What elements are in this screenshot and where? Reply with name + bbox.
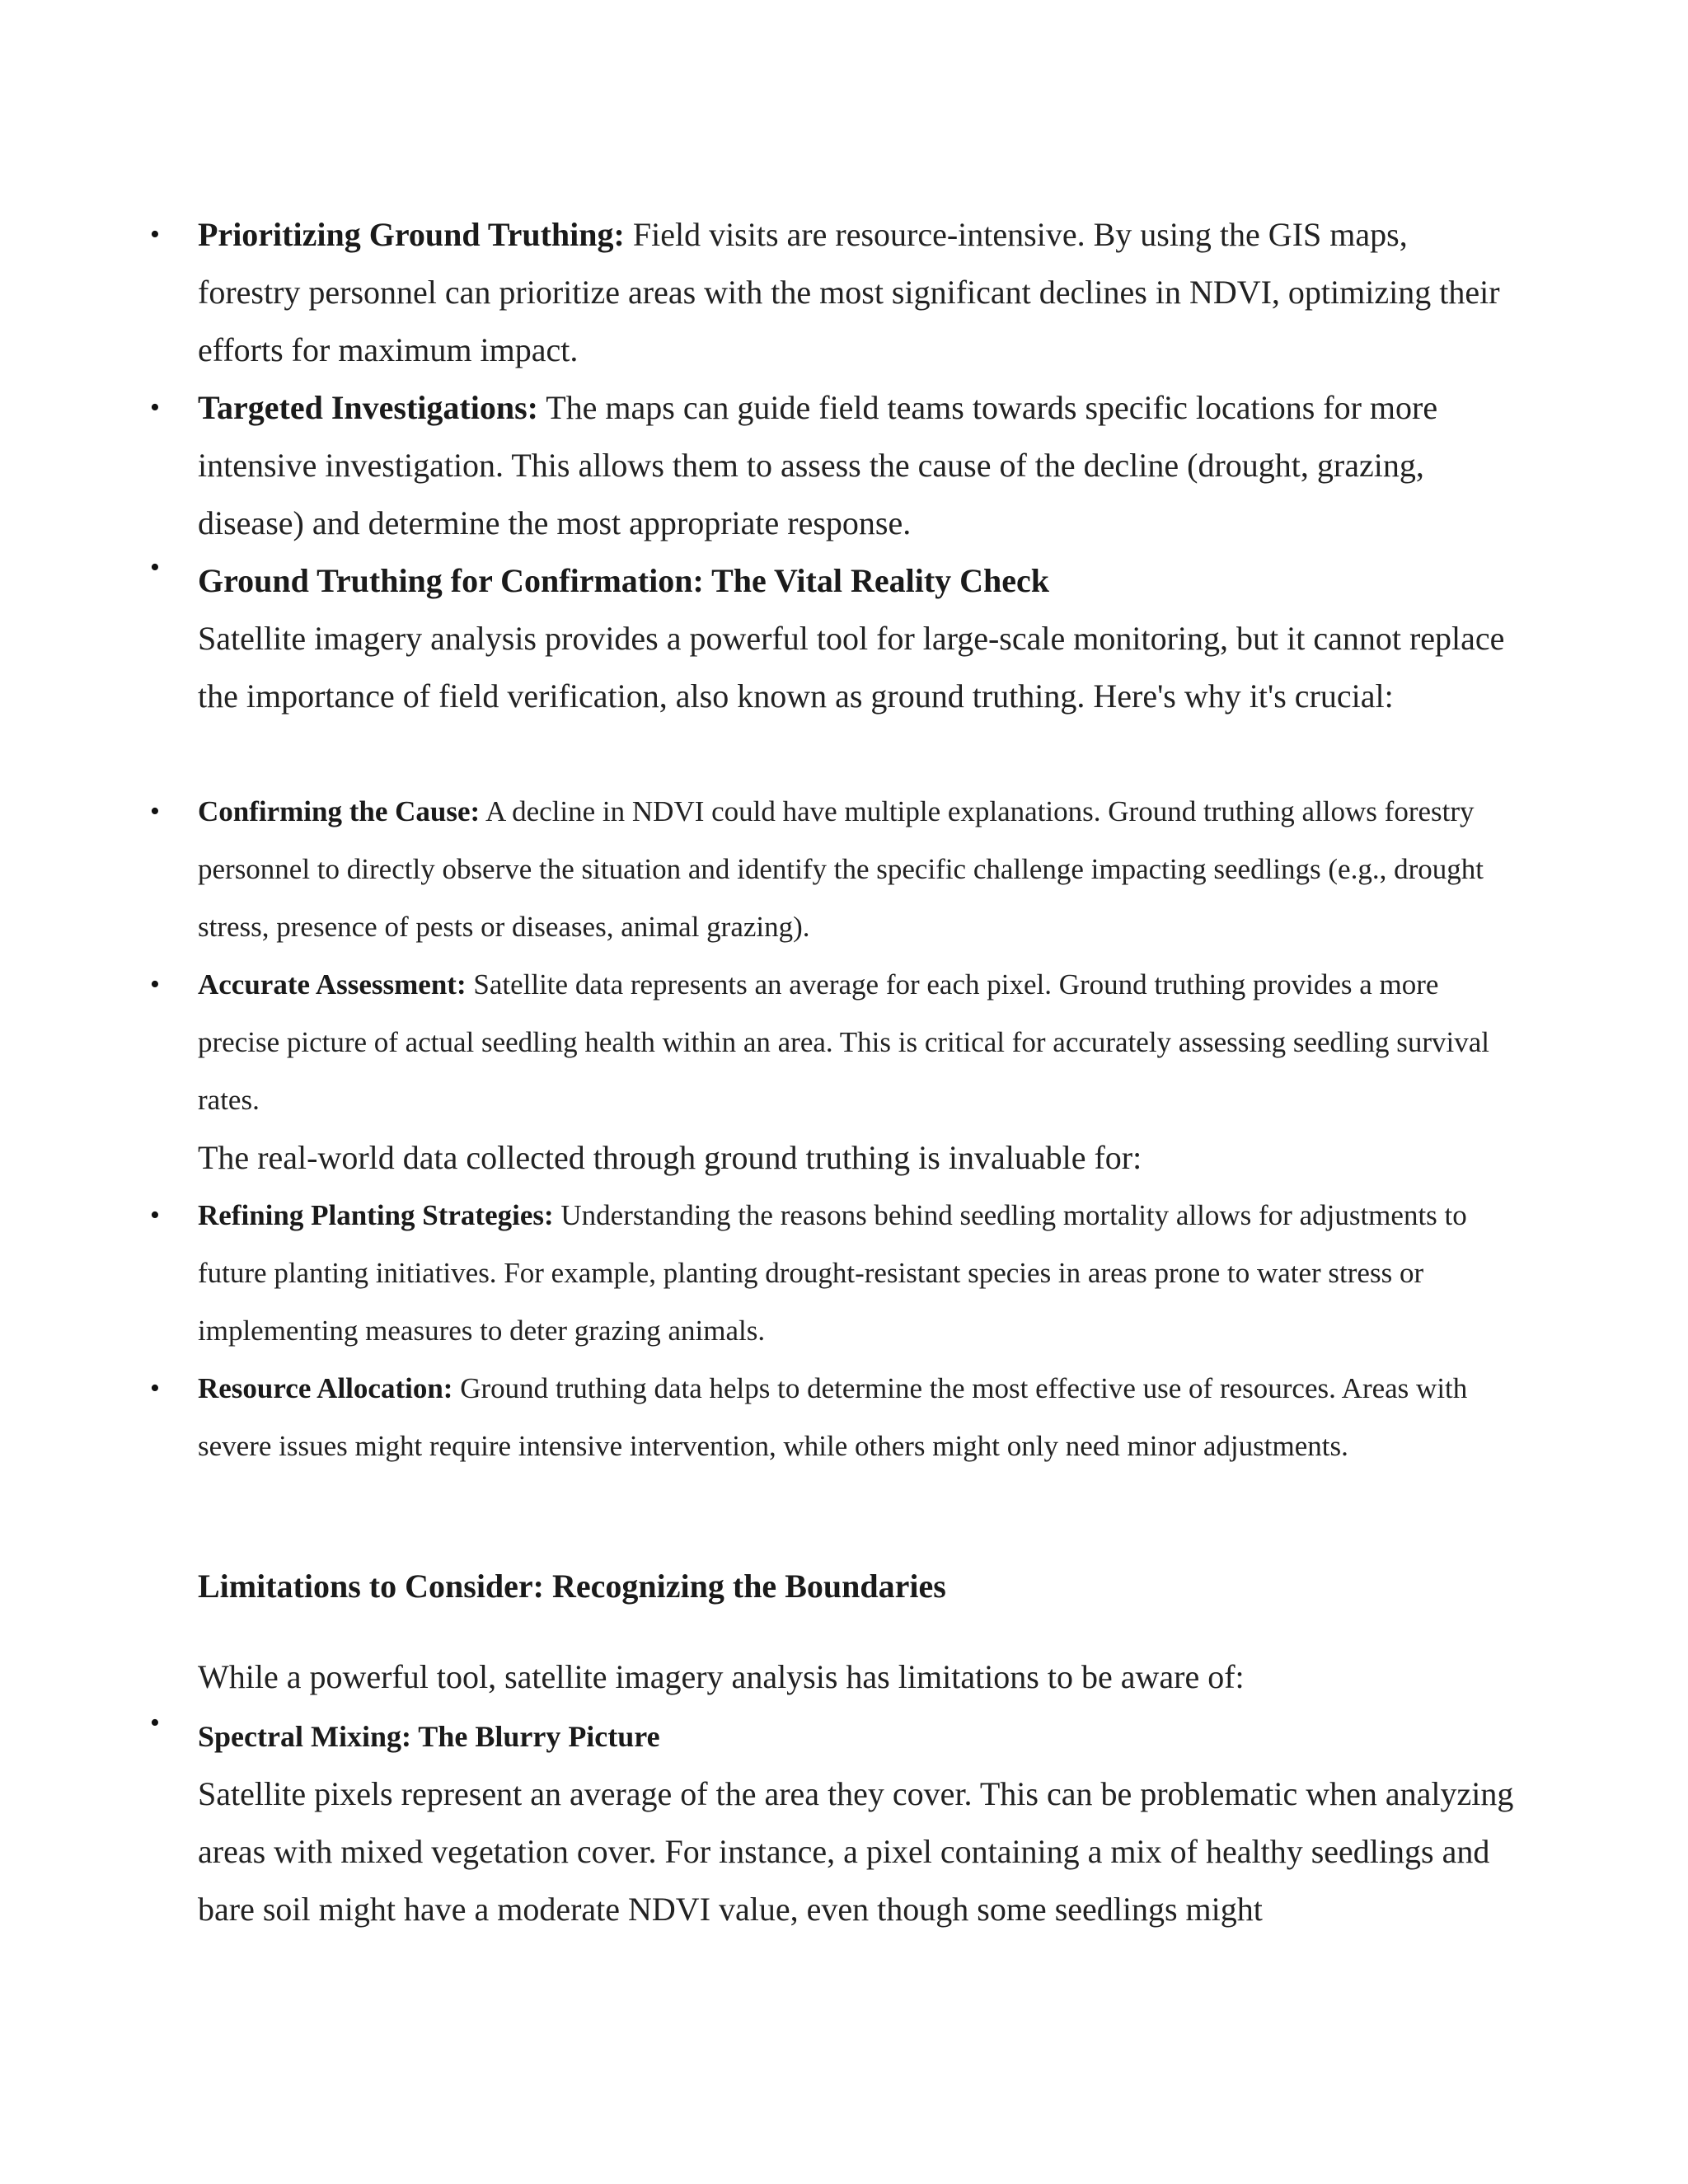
bullet-icon: • xyxy=(150,1708,160,1738)
bullet-icon: • xyxy=(150,552,160,583)
bullet-item-accurate xyxy=(150,956,1517,1129)
item-text: The maps can guide field teams towards specific locations for more intensive investigation. This allows them to assess the cause of the decline (drought, grazing, disease) and determine the most appropriate response. xyxy=(198,389,1438,541)
bullet-item-prioritizing xyxy=(150,206,1517,379)
item-text: Field visits are resource-intensive. By using the GIS maps, forestry personnel can prioritize areas with the most significant declines in NDVI, optimizing their efforts for maximum impact. xyxy=(198,216,1500,368)
item-title: Resource Allocation: xyxy=(198,1372,453,1404)
bullet-item-ground-truthing xyxy=(150,552,1517,725)
item-text: Understanding the reasons behind seedling mortality allows for adjustments to future planting initiatives. For example, planting drought-resistant species in areas prone to water stress or implementing measures to deter grazing animals. xyxy=(198,1199,1467,1347)
bullet-icon: • xyxy=(150,1200,160,1230)
bullet-icon: • xyxy=(150,219,160,250)
item-text: Satellite data represents an average for each pixel. Ground truthing provides a more precise picture of actual seedling health within an area. This is critical for accurately assessing seedling survival rates. xyxy=(198,968,1489,1116)
bullet-icon: • xyxy=(150,392,160,423)
spectral-body: Satellite pixels represent an average of the area they cover. This can be problematic when analyzing areas with mixed vegetation cover. For instance, a pixel containing a mix of healthy seedlings and bare soil might have a moderate NDVI value, even though some seedlings might xyxy=(198,1775,1514,1928)
item-title: Targeted Investigations: xyxy=(198,389,538,426)
limitations-intro: While a powerful tool, satellite imagery analysis has limitations to be aware of: xyxy=(198,1658,1245,1695)
item-text: Ground truthing data helps to determine the most effective use of resources. Areas with severe issues might require intensive intervention, while others might only need minor adjustments. xyxy=(198,1372,1468,1462)
section-heading: Ground Truthing for Confirmation: The Vital Reality Check xyxy=(198,562,1050,599)
bullet-item-spectral xyxy=(150,1708,1517,1938)
bullet-item-refining xyxy=(150,1187,1517,1360)
section-body: Satellite imagery analysis provides a powerful tool for large-scale monitoring, but it cannot replace the importance of field verification, also known as ground truthing. Here's why it's crucial: xyxy=(198,620,1505,715)
item-title: Prioritizing Ground Truthing: xyxy=(198,216,625,253)
limitations-heading: Limitations to Consider: Recognizing the Boundaries xyxy=(198,1568,946,1605)
bullet-item-targeted xyxy=(150,379,1517,552)
realworld-intro: The real-world data collected through ground truthing is invaluable for: xyxy=(198,1139,1142,1176)
item-title: Accurate Assessment: xyxy=(198,968,467,1001)
bullet-icon: • xyxy=(150,796,160,827)
bullet-icon: • xyxy=(150,1373,160,1404)
item-title: Confirming the Cause: xyxy=(198,795,481,827)
bullet-item-confirming xyxy=(150,783,1517,956)
spectral-title: Spectral Mixing: The Blurry Picture xyxy=(198,1720,660,1753)
bullet-item-resource xyxy=(150,1360,1517,1475)
item-text: A decline in NDVI could have multiple explanations. Ground truthing allows forestry personnel to directly observe the situation and identify the specific challenge impacting seedlings (e.g., drought stress, presence of pests or diseases, animal grazing). xyxy=(198,795,1484,943)
bullet-icon: • xyxy=(150,969,160,1000)
item-title: Refining Planting Strategies: xyxy=(198,1199,554,1231)
